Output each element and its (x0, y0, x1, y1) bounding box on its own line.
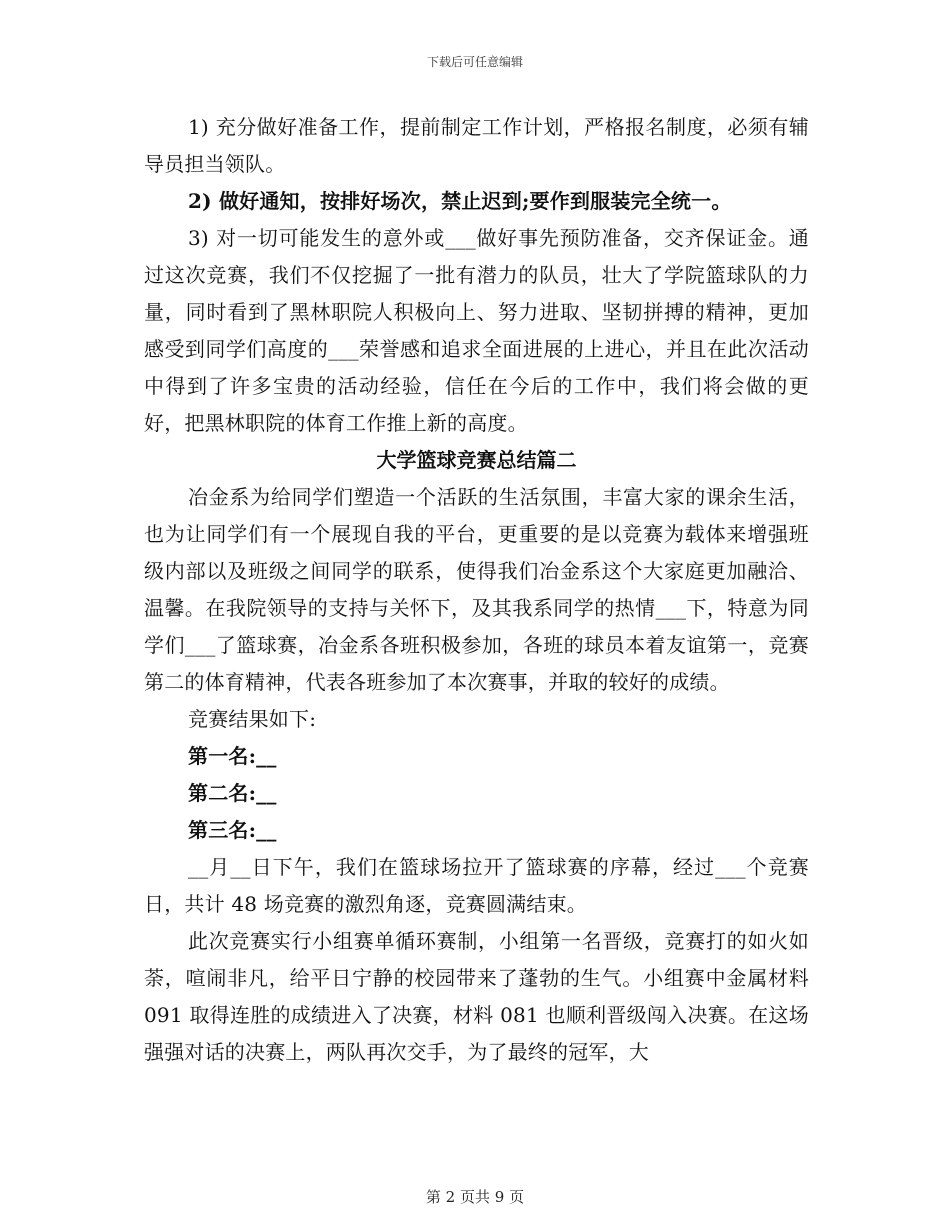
page-footer: 第 2 页共 9 页 (425, 1188, 525, 1206)
page-header: 下载后可任意编辑 (426, 55, 523, 69)
results-intro: 竞赛结果如下: (188, 707, 317, 731)
paragraph-6: 此次竞赛实行小组赛单循环赛制，小组第一名晋级，竞赛打的如火如荼，喧闹非凡，给平日宁静的校园带来了蓬勃的生气。小组赛中金属材料 091 取得连胜的成绩进入了决赛，材料 081 也顺利晋级闯入决赛。在这场强强对话的决赛上，两队再次交手，为了最终的冠军，大 (144, 929, 809, 1064)
paragraph-2: 2) 做好通知，按排好场次，禁止迟到;要作到服装完全统一。 (188, 189, 732, 213)
result-third-place: 第三名:__ (188, 818, 277, 842)
document-body (144, 109, 809, 1071)
paragraph-4: 冶金系为给同学们塑造一个活跃的生活氛围，丰富大家的课余生活，也为让同学们有一个展现自我的平台，更重要的是以竞赛为载体来增强班级内部以及班级之间同学的联系，使得我们冶金系这个大家庭更加融洽、温馨。在我院领导的支持与关怀下，及其我系同学的热情___下，特意为同学们___了篮球赛，冶金系各班积极参加，各班的球员本着友谊第一，竞赛第二的体育精神，代表各班参加了本次赛事，并取的较好的成绩。 (144, 485, 809, 694)
result-first-place: 第一名:__ (188, 744, 277, 768)
paragraph-1: 1) 充分做好准备工作，提前制定工作计划，严格报名制度，必须有辅导员担当领队。 (144, 115, 809, 176)
result-second-place: 第二名:__ (188, 781, 277, 805)
section-heading: 大学篮球竞赛总结篇二 (376, 448, 577, 472)
paragraph-3: 3) 对一切可能发生的意外或___做好事先预防准备，交齐保证金。通过这次竞赛，我们不仅挖掘了一批有潜力的队员，壮大了学院篮球队的力量，同时看到了黑林职院人积极向上、努力进取、坚韧拼搏的精神，更加感受到同学们高度的___荣誉感和追求全面进展的上进心，并且在此次活动中得到了许多宝贵的活动经验，信任在今后的工作中，我们将会做的更好，把黑林职院的体育工作推上新的高度。 (144, 226, 809, 435)
paragraph-5: __月__日下午，我们在篮球场拉开了篮球赛的序幕，经过___个竞赛日，共计 48 场竞赛的激烈角逐，竞赛圆满结束。 (144, 855, 809, 916)
